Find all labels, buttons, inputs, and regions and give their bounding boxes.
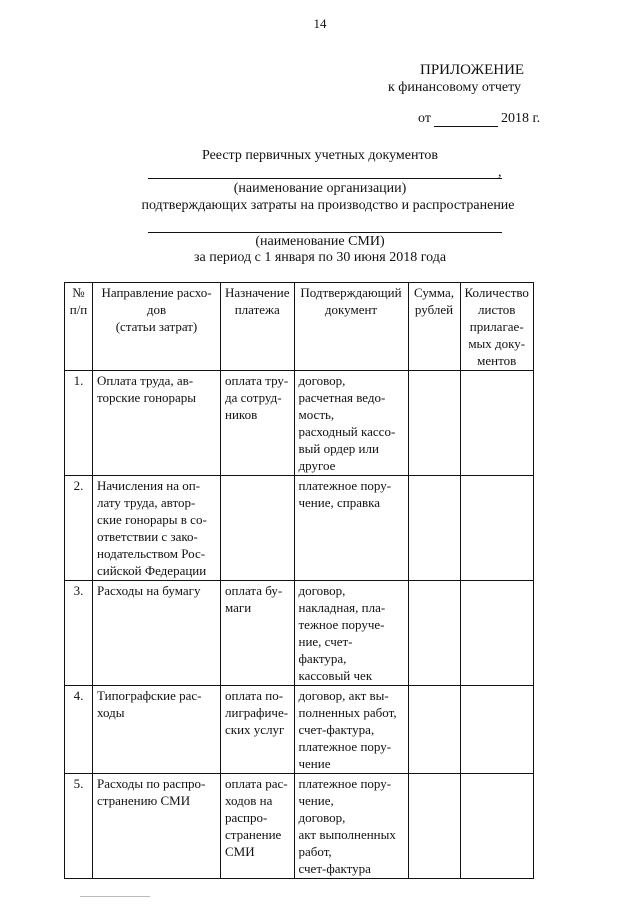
cell-purpose: оплата тру- да сотруд- ников (221, 371, 295, 476)
cell-sheets (460, 476, 533, 581)
header-sheets: Количество листов прилагае- мых доку- ментов (460, 283, 533, 371)
table-row (65, 371, 534, 476)
cell-document: платежное пору- чение, справка (294, 476, 408, 581)
table-header-row (65, 283, 534, 371)
scan-artifact-line (80, 896, 150, 897)
date-blank (434, 112, 498, 127)
table-row (65, 686, 534, 774)
cell-sum (408, 476, 460, 581)
header-sum: Сумма, рублей (408, 283, 460, 371)
organization-comma: , (498, 165, 502, 180)
cell-direction: Оплата труда, ав- торские гонорары (93, 371, 221, 476)
cell-direction: Начисления на оп- лату труда, автор- ские гонорары в со- ответствии с зако- нодательством Рос- сийской Федерации (93, 476, 221, 581)
cell-purpose: оплата по- лиграфиче- ских услуг (221, 686, 295, 774)
date-suffix: 2018 г. (500, 111, 541, 126)
register-table (64, 282, 534, 879)
cell-sum (408, 774, 460, 879)
appendix-date-line (418, 111, 540, 127)
register-title: Реестр первичных учетных документов (201, 148, 439, 163)
table-row (65, 476, 534, 581)
table-row (65, 774, 534, 879)
confirm-text: подтверждающих затраты на производство и распространение (141, 198, 515, 213)
smi-name-line (148, 218, 502, 233)
cell-document: договор, акт вы- полненных работ, счет-фактура, платежное пору- чение (294, 686, 408, 774)
cell-sheets (460, 774, 533, 879)
cell-direction: Типографские рас- ходы (93, 686, 221, 774)
cell-number: 5. (65, 774, 93, 879)
cell-document: договор, расчетная ведо- мость, расходный кассо- вый ордер или другое (294, 371, 408, 476)
cell-number: 4. (65, 686, 93, 774)
cell-number: 3. (65, 581, 93, 686)
cell-sum (408, 371, 460, 476)
header-document: Подтверждающий документ (294, 283, 408, 371)
cell-purpose: оплата рас- ходов на распро- странение СМИ (221, 774, 295, 879)
header-direction: Направление расхо- дов (статьи затрат) (93, 283, 221, 371)
cell-purpose: оплата бу- маги (221, 581, 295, 686)
cell-direction: Расходы по распро- странению СМИ (93, 774, 221, 879)
date-prefix: от (418, 111, 431, 126)
organization-caption: (наименование организации) (233, 181, 407, 196)
cell-number: 2. (65, 476, 93, 581)
appendix-subtitle: к финансовому отчету (388, 80, 522, 95)
cell-purpose (221, 476, 295, 581)
appendix-title: ПРИЛОЖЕНИЕ (420, 62, 525, 78)
smi-caption: (наименование СМИ) (255, 234, 385, 249)
cell-sum (408, 686, 460, 774)
cell-sheets (460, 686, 533, 774)
period-text: за период с 1 января по 30 июня 2018 года (193, 250, 447, 265)
organization-name-line (148, 164, 502, 179)
header-purpose: Назначение платежа (221, 283, 295, 371)
header-number: № п/п (65, 283, 93, 371)
cell-number: 1. (65, 371, 93, 476)
cell-sheets (460, 581, 533, 686)
cell-sheets (460, 371, 533, 476)
cell-document: платежное пору- чение, договор, акт выполненных работ, счет-фактура (294, 774, 408, 879)
cell-sum (408, 581, 460, 686)
cell-direction: Расходы на бумагу (93, 581, 221, 686)
table-row (65, 581, 534, 686)
cell-document: договор, накладная, пла- тежное поруче- ние, счет- фактура, кассовый чек (294, 581, 408, 686)
page-number: 14 (313, 16, 327, 31)
